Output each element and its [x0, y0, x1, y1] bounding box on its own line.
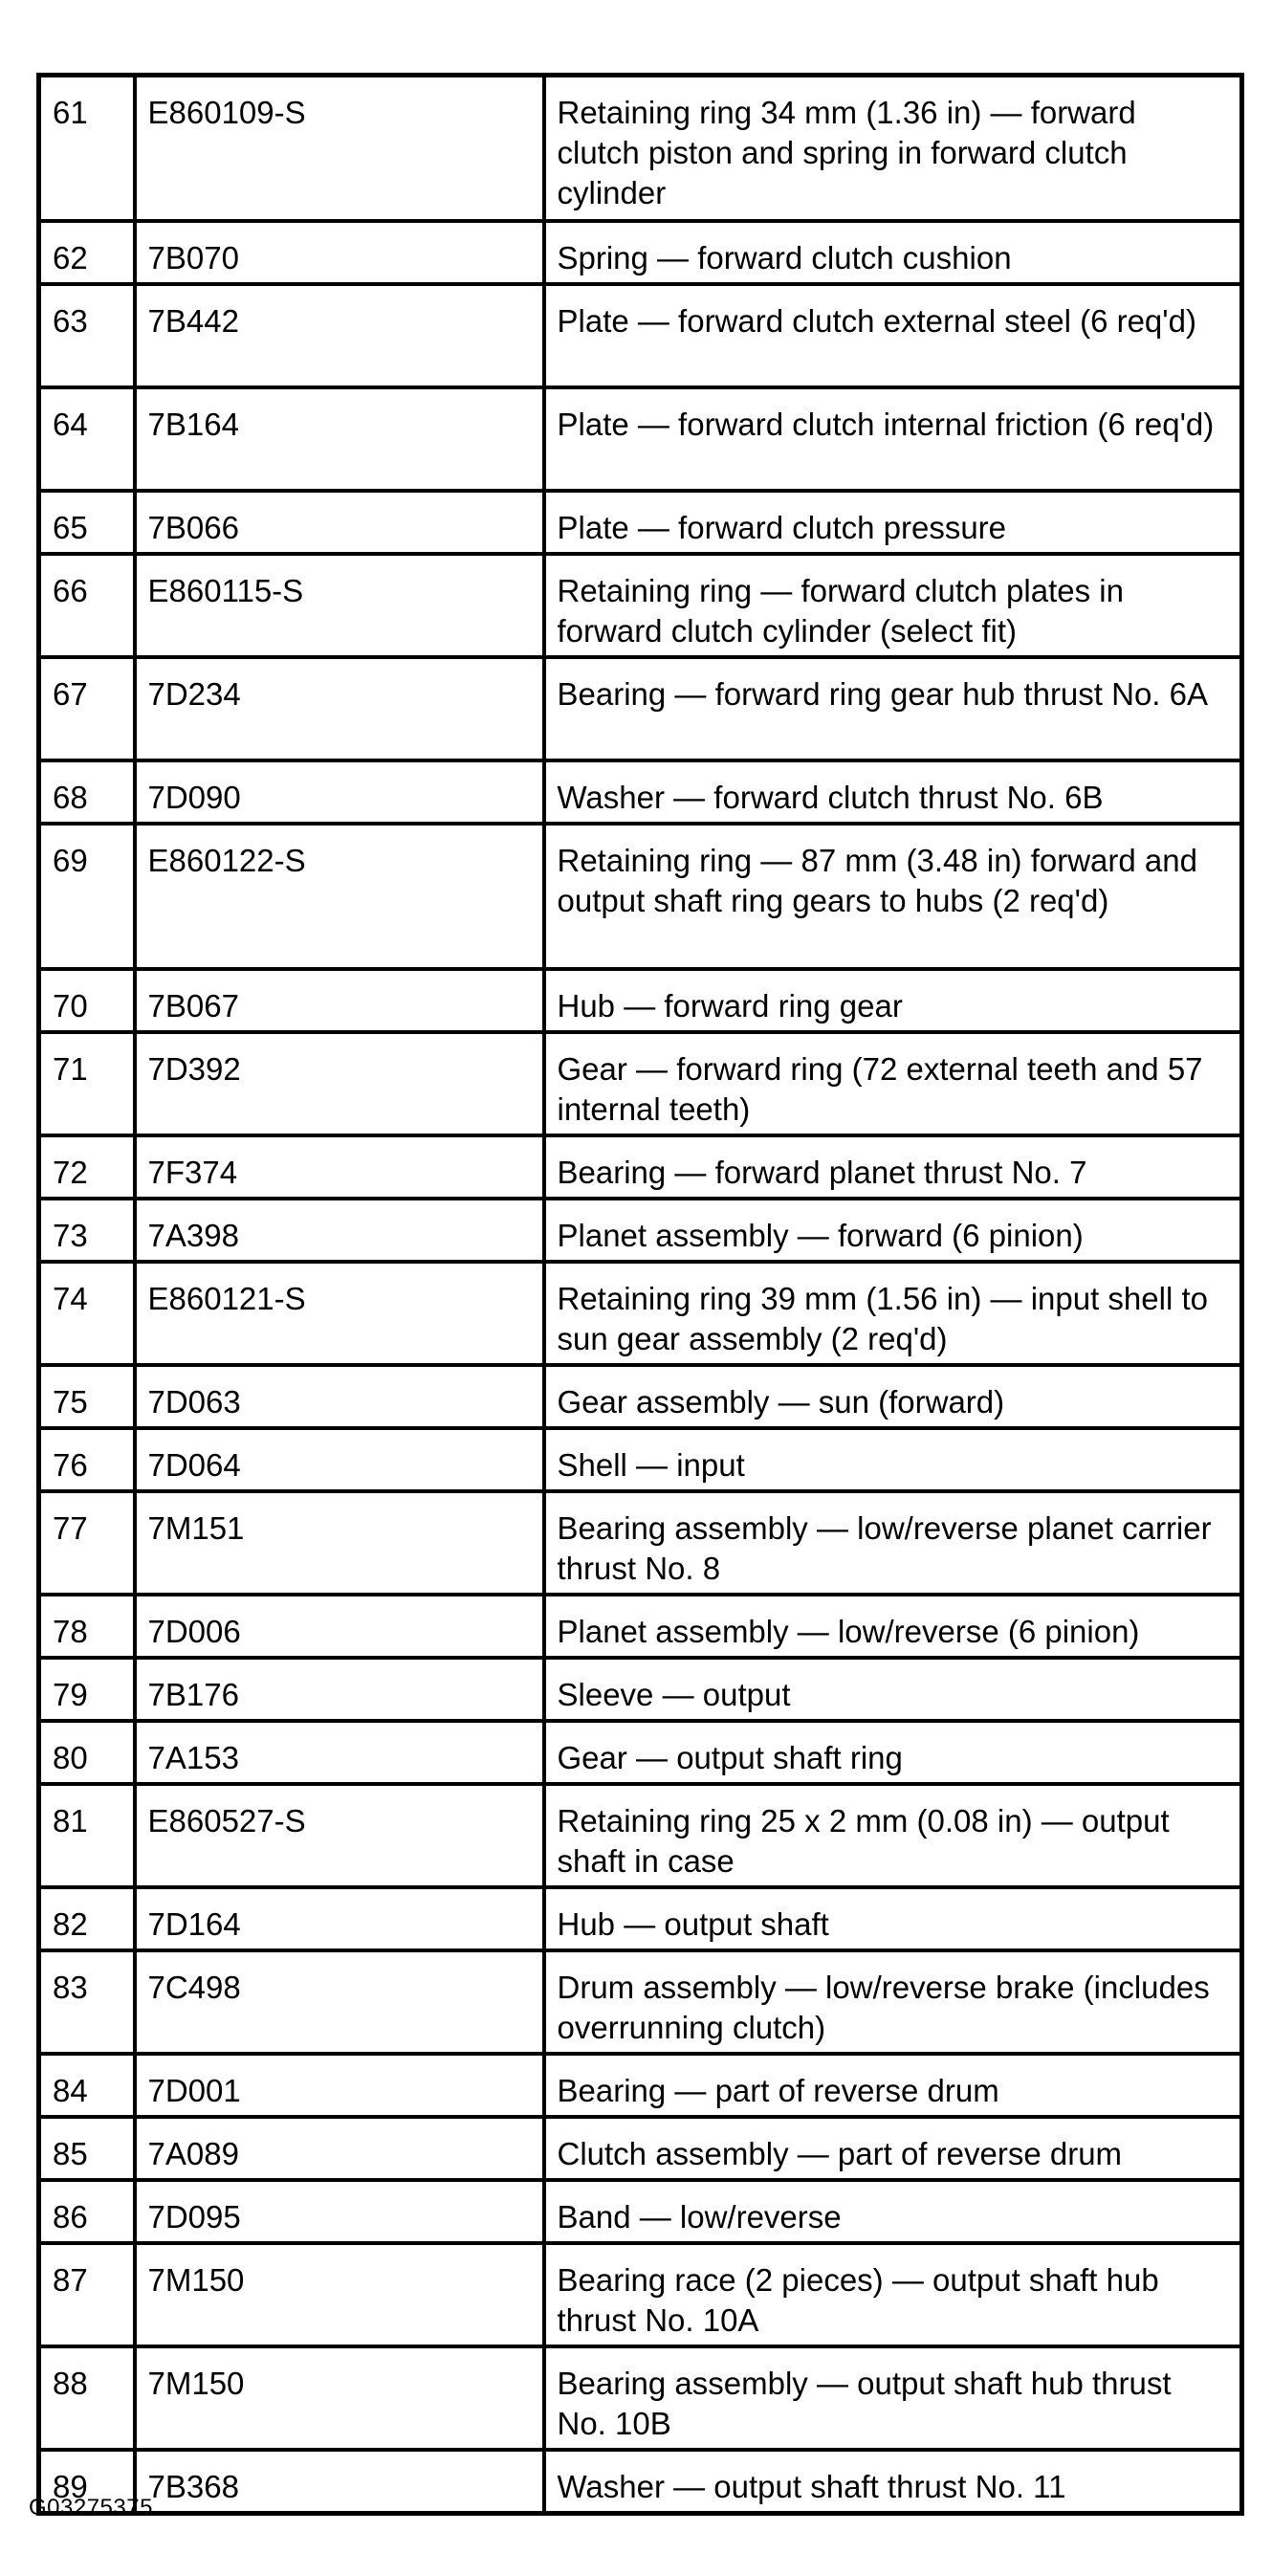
table-row — [39, 1887, 1242, 1950]
item-number-cell: 71 — [39, 1032, 135, 1135]
part-number-cell: E860109-S — [135, 76, 544, 221]
part-number-cell: 7B442 — [135, 284, 544, 387]
table-row — [39, 76, 1242, 221]
item-number-cell: 86 — [39, 2180, 135, 2243]
item-number-cell: 76 — [39, 1428, 135, 1491]
part-number-cell: 7M150 — [135, 2243, 544, 2346]
table-row — [39, 387, 1242, 491]
description-cell: Bearing — part of reverse drum — [544, 2054, 1242, 2117]
item-number-cell: 66 — [39, 554, 135, 657]
description-cell: Drum assembly — low/reverse brake (includes overrunning clutch) — [544, 1950, 1242, 2054]
description-cell: Shell — input — [544, 1428, 1242, 1491]
description-cell: Bearing — forward ring gear hub thrust No. 6A — [544, 657, 1242, 760]
table-row — [39, 554, 1242, 657]
part-number-cell: 7D090 — [135, 760, 544, 824]
description-cell: Plate — forward clutch pressure — [544, 491, 1242, 554]
part-number-cell: 7D095 — [135, 2180, 544, 2243]
part-number-cell: 7C498 — [135, 1950, 544, 2054]
item-number-cell: 72 — [39, 1135, 135, 1199]
table-row — [39, 221, 1242, 284]
part-number-cell: 7D063 — [135, 1365, 544, 1428]
table-row — [39, 760, 1242, 824]
item-number-cell: 79 — [39, 1658, 135, 1721]
part-number-cell: 7B164 — [135, 387, 544, 491]
part-number-cell: 7F374 — [135, 1135, 544, 1199]
description-cell: Retaining ring — forward clutch plates in forward clutch cylinder (select fit) — [544, 554, 1242, 657]
item-number-cell: 67 — [39, 657, 135, 760]
description-cell: Washer — output shaft thrust No. 11 — [544, 2450, 1242, 2514]
part-number-cell: 7B176 — [135, 1658, 544, 1721]
description-cell: Plate — forward clutch internal friction (6 req'd) — [544, 387, 1242, 491]
item-number-cell: 85 — [39, 2117, 135, 2180]
part-number-cell: 7D006 — [135, 1595, 544, 1658]
item-number-cell: 68 — [39, 760, 135, 824]
part-number-cell: 7A089 — [135, 2117, 544, 2180]
table-row — [39, 969, 1242, 1032]
description-cell: Bearing race (2 pieces) — output shaft hub thrust No. 10A — [544, 2243, 1242, 2346]
item-number-cell: 80 — [39, 1721, 135, 1784]
table-row — [39, 1950, 1242, 2054]
description-cell: Hub — forward ring gear — [544, 969, 1242, 1032]
table-row — [39, 1199, 1242, 1262]
description-cell: Planet assembly — forward (6 pinion) — [544, 1199, 1242, 1262]
table-row — [39, 2180, 1242, 2243]
part-number-cell: 7A153 — [135, 1721, 544, 1784]
table-row — [39, 1428, 1242, 1491]
item-number-cell: 88 — [39, 2346, 135, 2450]
item-number-cell: 77 — [39, 1491, 135, 1595]
table-row — [39, 1658, 1242, 1721]
table-row — [39, 1595, 1242, 1658]
part-number-cell: 7B066 — [135, 491, 544, 554]
item-number-cell: 87 — [39, 2243, 135, 2346]
description-cell: Retaining ring 34 mm (1.36 in) — forward clutch piston and spring in forward clutch cylinder — [544, 76, 1242, 221]
description-cell: Plate — forward clutch external steel (6 req'd) — [544, 284, 1242, 387]
item-number-cell: 84 — [39, 2054, 135, 2117]
item-number-cell: 78 — [39, 1595, 135, 1658]
item-number-cell: 64 — [39, 387, 135, 491]
table-row — [39, 1032, 1242, 1135]
item-number-cell: 61 — [39, 76, 135, 221]
item-number-cell: 75 — [39, 1365, 135, 1428]
description-cell: Sleeve — output — [544, 1658, 1242, 1721]
table-row — [39, 2346, 1242, 2450]
part-number-cell: 7D001 — [135, 2054, 544, 2117]
table-row — [39, 824, 1242, 969]
description-cell: Bearing — forward planet thrust No. 7 — [544, 1135, 1242, 1199]
item-number-cell: 62 — [39, 221, 135, 284]
item-number-cell: 73 — [39, 1199, 135, 1262]
table-row — [39, 657, 1242, 760]
part-number-cell: E860122-S — [135, 824, 544, 969]
item-number-cell: 74 — [39, 1262, 135, 1365]
part-number-cell: 7B067 — [135, 969, 544, 1032]
item-number-cell: 69 — [39, 824, 135, 969]
description-cell: Retaining ring 25 x 2 mm (0.08 in) — output shaft in case — [544, 1784, 1242, 1887]
part-number-cell: 7D392 — [135, 1032, 544, 1135]
description-cell: Washer — forward clutch thrust No. 6B — [544, 760, 1242, 824]
description-cell: Gear assembly — sun (forward) — [544, 1365, 1242, 1428]
table-row — [39, 1135, 1242, 1199]
description-cell: Clutch assembly — part of reverse drum — [544, 2117, 1242, 2180]
part-number-cell: E860527-S — [135, 1784, 544, 1887]
table-row — [39, 1365, 1242, 1428]
table-row — [39, 1721, 1242, 1784]
description-cell: Retaining ring — 87 mm (3.48 in) forward and output shaft ring gears to hubs (2 req'd) — [544, 824, 1242, 969]
item-number-cell: 65 — [39, 491, 135, 554]
item-number-cell: 70 — [39, 969, 135, 1032]
item-number-cell: 63 — [39, 284, 135, 387]
item-number-cell: 82 — [39, 1887, 135, 1950]
description-cell: Bearing assembly — low/reverse planet carrier thrust No. 8 — [544, 1491, 1242, 1595]
part-number-cell: 7M151 — [135, 1491, 544, 1595]
part-number-cell: 7D064 — [135, 1428, 544, 1491]
item-number-cell: 81 — [39, 1784, 135, 1887]
description-cell: Hub — output shaft — [544, 1887, 1242, 1950]
part-number-cell: 7A398 — [135, 1199, 544, 1262]
table-row — [39, 1784, 1242, 1887]
description-cell: Retaining ring 39 mm (1.56 in) — input shell to sun gear assembly (2 req'd) — [544, 1262, 1242, 1365]
table-row — [39, 2117, 1242, 2180]
figure-code: G03275375 — [29, 2495, 153, 2521]
description-cell: Gear — output shaft ring — [544, 1721, 1242, 1784]
description-cell: Band — low/reverse — [544, 2180, 1242, 2243]
part-number-cell: E860115-S — [135, 554, 544, 657]
table-row — [39, 2054, 1242, 2117]
description-cell: Bearing assembly — output shaft hub thrust No. 10B — [544, 2346, 1242, 2450]
table-row — [39, 2450, 1242, 2514]
part-number-cell: 7D234 — [135, 657, 544, 760]
part-number-cell: 7B070 — [135, 221, 544, 284]
item-number-cell: 83 — [39, 1950, 135, 2054]
table-row — [39, 1262, 1242, 1365]
table-row — [39, 284, 1242, 387]
parts-table — [36, 73, 1244, 2516]
description-cell: Planet assembly — low/reverse (6 pinion) — [544, 1595, 1242, 1658]
part-number-cell: 7B368 — [135, 2450, 544, 2514]
table-row — [39, 1491, 1242, 1595]
table-row — [39, 491, 1242, 554]
part-number-cell: 7D164 — [135, 1887, 544, 1950]
parts-table-body — [39, 76, 1242, 2514]
part-number-cell: E860121-S — [135, 1262, 544, 1365]
item-number-cell: 89 — [39, 2450, 135, 2514]
table-row — [39, 2243, 1242, 2346]
description-cell: Gear — forward ring (72 external teeth and 57 internal teeth) — [544, 1032, 1242, 1135]
description-cell: Spring — forward clutch cushion — [544, 221, 1242, 284]
part-number-cell: 7M150 — [135, 2346, 544, 2450]
